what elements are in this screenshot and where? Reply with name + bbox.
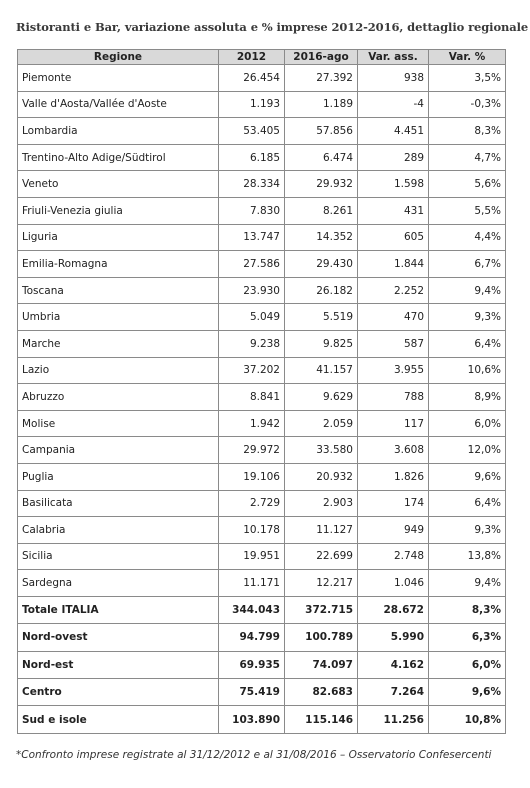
value-2012-cell: 8.841	[219, 384, 285, 411]
table-row	[18, 144, 506, 171]
abs-change-cell: 431	[358, 197, 429, 224]
region-cell: Nord-est	[18, 651, 219, 678]
value-2012-cell: 19.951	[219, 543, 285, 570]
abs-change-cell: 3.955	[358, 357, 429, 384]
abs-change-cell: 4.162	[358, 651, 429, 678]
pct-change-cell: 9,3%	[429, 304, 506, 331]
value-2016-cell: 9.825	[285, 330, 358, 357]
value-2012-cell: 37.202	[219, 357, 285, 384]
abs-change-cell: 949	[358, 517, 429, 544]
value-2016-cell: 372.715	[285, 596, 358, 623]
table-row	[18, 463, 506, 490]
table-row	[18, 384, 506, 411]
value-2012-cell: 7.830	[219, 197, 285, 224]
value-2012-cell: 26.454	[219, 65, 285, 92]
value-2016-cell: 2.059	[285, 410, 358, 437]
abs-change-cell: 11.256	[358, 706, 429, 733]
pct-change-cell: 9,6%	[429, 463, 506, 490]
region-cell: Liguria	[18, 224, 219, 251]
table-title: Ristoranti e Bar, variazione assoluta e % imprese 2012-2016, dettaglio regionale	[16, 20, 529, 34]
value-2012-cell: 1.942	[219, 410, 285, 437]
pct-change-cell: 4,7%	[429, 144, 506, 171]
value-2012-cell: 9.238	[219, 330, 285, 357]
pct-change-cell: 6,7%	[429, 251, 506, 278]
value-2016-cell: 9.629	[285, 384, 358, 411]
pct-change-cell: 9,4%	[429, 277, 506, 304]
total-row	[18, 624, 506, 651]
pct-change-cell: 6,3%	[429, 624, 506, 651]
region-cell: Veneto	[18, 171, 219, 198]
pct-change-cell: 6,0%	[429, 410, 506, 437]
value-2016-cell: 22.699	[285, 543, 358, 570]
table-row	[18, 277, 506, 304]
region-cell: Friuli-Venezia giulia	[18, 197, 219, 224]
table-row	[18, 224, 506, 251]
regional-data-table	[17, 49, 506, 734]
column-header-2016-ago: 2016-ago	[285, 50, 358, 65]
value-2016-cell: 41.157	[285, 357, 358, 384]
abs-change-cell: 4.451	[358, 118, 429, 145]
region-cell: Lazio	[18, 357, 219, 384]
pct-change-cell: 9,4%	[429, 570, 506, 597]
value-2016-cell: 57.856	[285, 118, 358, 145]
total-row	[18, 596, 506, 623]
value-2012-cell: 2.729	[219, 490, 285, 517]
region-cell: Abruzzo	[18, 384, 219, 411]
region-cell: Piemonte	[18, 65, 219, 92]
abs-change-cell: 605	[358, 224, 429, 251]
region-cell: Totale ITALIA	[18, 596, 219, 623]
abs-change-cell: 1.844	[358, 251, 429, 278]
value-2012-cell: 5.049	[219, 304, 285, 331]
abs-change-cell: 470	[358, 304, 429, 331]
pct-change-cell: 13,8%	[429, 543, 506, 570]
value-2016-cell: 5.519	[285, 304, 358, 331]
table-row	[18, 65, 506, 92]
pct-change-cell: 8,9%	[429, 384, 506, 411]
region-cell: Nord-ovest	[18, 624, 219, 651]
abs-change-cell: 5.990	[358, 624, 429, 651]
region-cell: Basilicata	[18, 490, 219, 517]
abs-change-cell: 28.672	[358, 596, 429, 623]
value-2016-cell: 26.182	[285, 277, 358, 304]
value-2016-cell: 1.189	[285, 91, 358, 118]
region-cell: Campania	[18, 437, 219, 464]
pct-change-cell: 6,4%	[429, 330, 506, 357]
table-row	[18, 91, 506, 118]
table-row	[18, 171, 506, 198]
region-cell: Lombardia	[18, 118, 219, 145]
abs-change-cell: -4	[358, 91, 429, 118]
value-2012-cell: 6.185	[219, 144, 285, 171]
abs-change-cell: 1.046	[358, 570, 429, 597]
pct-change-cell: 9,3%	[429, 517, 506, 544]
value-2012-cell: 27.586	[219, 251, 285, 278]
column-header-2012: 2012	[219, 50, 285, 65]
column-header-regione: Regione	[18, 50, 219, 65]
value-2016-cell: 8.261	[285, 197, 358, 224]
region-cell: Valle d'Aosta/Vallée d'Aoste	[18, 91, 219, 118]
region-cell: Emilia-Romagna	[18, 251, 219, 278]
value-2016-cell: 33.580	[285, 437, 358, 464]
table-body	[18, 65, 506, 734]
value-2016-cell: 100.789	[285, 624, 358, 651]
pct-change-cell: 12,0%	[429, 437, 506, 464]
pct-change-cell: 10,6%	[429, 357, 506, 384]
region-cell: Calabria	[18, 517, 219, 544]
value-2012-cell: 29.972	[219, 437, 285, 464]
pct-change-cell: 6,0%	[429, 651, 506, 678]
table-row	[18, 410, 506, 437]
value-2016-cell: 74.097	[285, 651, 358, 678]
table-row	[18, 330, 506, 357]
table-row	[18, 357, 506, 384]
region-cell: Marche	[18, 330, 219, 357]
value-2016-cell: 29.932	[285, 171, 358, 198]
abs-change-cell: 2.252	[358, 277, 429, 304]
region-cell: Sicilia	[18, 543, 219, 570]
value-2012-cell: 13.747	[219, 224, 285, 251]
region-cell: Puglia	[18, 463, 219, 490]
pct-change-cell: 8,3%	[429, 596, 506, 623]
pct-change-cell: 8,3%	[429, 118, 506, 145]
column-header-var-ass: Var. ass.	[358, 50, 429, 65]
value-2012-cell: 53.405	[219, 118, 285, 145]
value-2016-cell: 12.217	[285, 570, 358, 597]
abs-change-cell: 174	[358, 490, 429, 517]
value-2012-cell: 75.419	[219, 679, 285, 706]
value-2012-cell: 103.890	[219, 706, 285, 733]
column-header-var-pct: Var. %	[429, 50, 506, 65]
value-2016-cell: 29.430	[285, 251, 358, 278]
abs-change-cell: 2.748	[358, 543, 429, 570]
value-2016-cell: 115.146	[285, 706, 358, 733]
total-row	[18, 679, 506, 706]
abs-change-cell: 1.598	[358, 171, 429, 198]
footnote: *Confronto imprese registrate al 31/12/2012 e al 31/08/2016 – Osservatorio Confesercenti	[16, 749, 492, 761]
value-2012-cell: 344.043	[219, 596, 285, 623]
value-2016-cell: 2.903	[285, 490, 358, 517]
total-row	[18, 651, 506, 678]
abs-change-cell: 117	[358, 410, 429, 437]
abs-change-cell: 788	[358, 384, 429, 411]
value-2016-cell: 82.683	[285, 679, 358, 706]
value-2012-cell: 28.334	[219, 171, 285, 198]
table-row	[18, 570, 506, 597]
table-row	[18, 304, 506, 331]
abs-change-cell: 7.264	[358, 679, 429, 706]
value-2012-cell: 69.935	[219, 651, 285, 678]
pct-change-cell: 3,5%	[429, 65, 506, 92]
table-row	[18, 543, 506, 570]
value-2012-cell: 1.193	[219, 91, 285, 118]
pct-change-cell: -0,3%	[429, 91, 506, 118]
value-2016-cell: 20.932	[285, 463, 358, 490]
region-cell: Molise	[18, 410, 219, 437]
region-cell: Centro	[18, 679, 219, 706]
region-cell: Umbria	[18, 304, 219, 331]
value-2012-cell: 10.178	[219, 517, 285, 544]
pct-change-cell: 10,8%	[429, 706, 506, 733]
pct-change-cell: 5,5%	[429, 197, 506, 224]
value-2016-cell: 6.474	[285, 144, 358, 171]
table-row	[18, 517, 506, 544]
pct-change-cell: 9,6%	[429, 679, 506, 706]
value-2012-cell: 19.106	[219, 463, 285, 490]
region-cell: Toscana	[18, 277, 219, 304]
abs-change-cell: 938	[358, 65, 429, 92]
table-row	[18, 437, 506, 464]
total-row	[18, 706, 506, 733]
region-cell: Sud e isole	[18, 706, 219, 733]
pct-change-cell: 6,4%	[429, 490, 506, 517]
value-2012-cell: 23.930	[219, 277, 285, 304]
table-row	[18, 118, 506, 145]
abs-change-cell: 587	[358, 330, 429, 357]
pct-change-cell: 5,6%	[429, 171, 506, 198]
table-row	[18, 251, 506, 278]
abs-change-cell: 1.826	[358, 463, 429, 490]
table-row	[18, 490, 506, 517]
value-2012-cell: 94.799	[219, 624, 285, 651]
region-cell: Sardegna	[18, 570, 219, 597]
header-row	[18, 50, 506, 65]
abs-change-cell: 289	[358, 144, 429, 171]
region-cell: Trentino-Alto Adige/Südtirol	[18, 144, 219, 171]
abs-change-cell: 3.608	[358, 437, 429, 464]
value-2016-cell: 14.352	[285, 224, 358, 251]
value-2016-cell: 27.392	[285, 65, 358, 92]
pct-change-cell: 4,4%	[429, 224, 506, 251]
value-2016-cell: 11.127	[285, 517, 358, 544]
value-2012-cell: 11.171	[219, 570, 285, 597]
table-row	[18, 197, 506, 224]
